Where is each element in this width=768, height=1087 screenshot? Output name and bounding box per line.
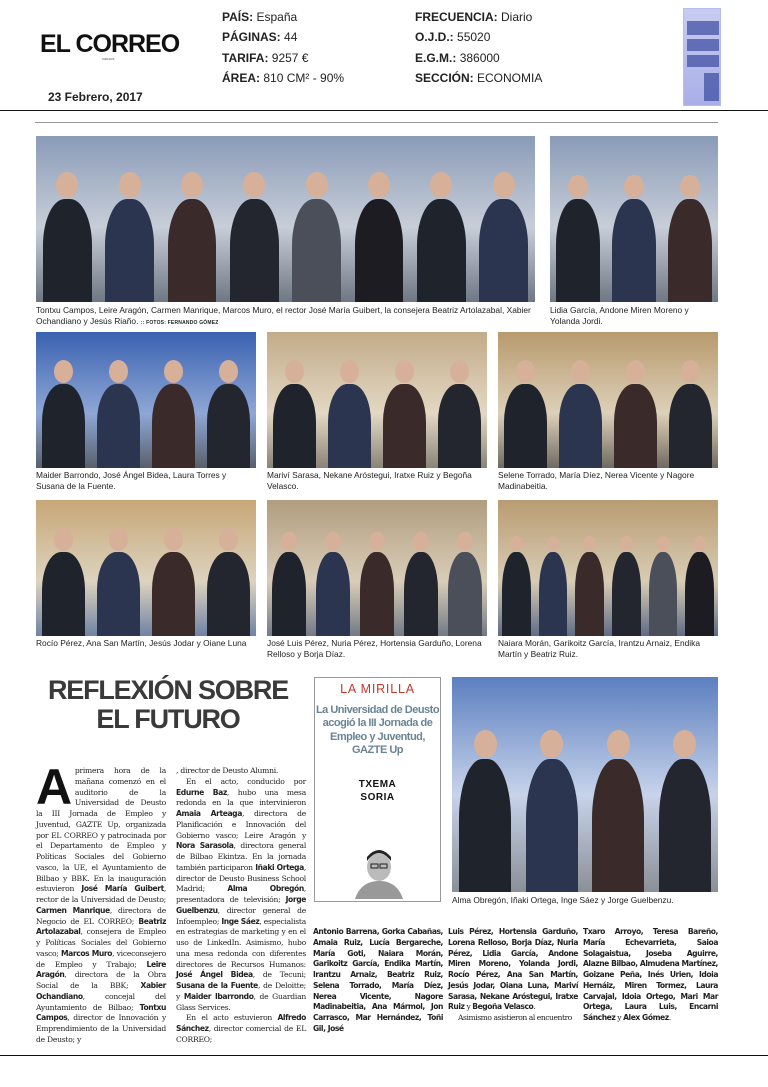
- person-head: [493, 172, 515, 198]
- person-head: [626, 360, 645, 383]
- person-head: [325, 532, 340, 551]
- person-silhouette: [438, 384, 481, 468]
- person-silhouette: [230, 199, 279, 302]
- photo-group-7: [267, 500, 487, 636]
- person-silhouette: [272, 552, 306, 636]
- article-column-5: Txaro Arroyo, Teresa Bareño, María Echevarrieta, Saioa Solagaistua, Joseba Aguirre, Alazne Bilbao, Almudena Martínez, Goizane Peña, Inés Urien, Idoia Hernáiz, Miren Tormez, Laura Carvajal, Idoia Ortego, Mari Mar Ortega, Laura Luis, Encarni Sánchez y Alex Gómez.: [583, 927, 718, 1022]
- photo-group-2: [550, 136, 718, 302]
- person-silhouette: [207, 384, 250, 468]
- person-head: [340, 360, 359, 383]
- caption-4: Mariví Sarasa, Nekane Aróstegui, Iratxe Ruiz y Begoña Velasco.: [267, 470, 472, 491]
- person-head: [281, 532, 296, 551]
- person-silhouette: [404, 552, 438, 636]
- person-head: [430, 172, 452, 198]
- meta-section: SECCIÓN: ECONOMIA: [415, 70, 543, 85]
- person-silhouette: [526, 759, 578, 892]
- person-silhouette: [479, 199, 528, 302]
- logo-subtitle: VIZCAYA: [102, 57, 115, 61]
- person-silhouette: [614, 384, 657, 468]
- meta-frequency: FRECUENCIA: Diario: [415, 10, 533, 24]
- person-silhouette: [556, 199, 600, 302]
- meta-pages: PÁGINAS: 44: [222, 30, 298, 45]
- article-headline: REFLEXIÓN SOBRE EL FUTURO: [47, 675, 289, 734]
- caption-6: Rocío Pérez, Ana San Martín, Jesús Jodar y Oiane Luna: [36, 638, 247, 648]
- person-head: [474, 730, 497, 758]
- person-silhouette: [355, 199, 404, 302]
- meta-right: [415, 7, 542, 88]
- person-head: [547, 536, 560, 551]
- person-head: [516, 360, 535, 383]
- person-silhouette: [559, 384, 602, 468]
- person-silhouette: [105, 199, 154, 302]
- meta-ojd: O.J.D.: 55020: [415, 30, 491, 45]
- person-silhouette: [459, 759, 511, 892]
- person-head: [540, 730, 563, 758]
- person-head: [680, 175, 700, 199]
- person-head: [285, 360, 304, 383]
- footer-divider: [0, 1055, 768, 1056]
- article-column-4: Luis Pérez, Hortensia Garduño, Lorena Relloso, Borja Díaz, Nuria Pérez, Lidia García, Andone Miren Moreno, Yolanda Jordi, Rocío Pérez, Ana San Martín, Jesús Jodar, Oiana Luna, Mariví Sarasa, Nekane Aróstegui, Iratxe Ruiz y Begoña Velasco. Asimismo asistieron al encuentro: [448, 927, 578, 1022]
- person-silhouette: [168, 199, 217, 302]
- header-divider: [0, 110, 768, 111]
- photo-group-main: [36, 136, 535, 302]
- person-silhouette: [612, 199, 656, 302]
- person-silhouette: [360, 552, 394, 636]
- photo-credit: :: FOTOS: FERNANDO GÓMEZ: [140, 319, 219, 326]
- caption-8: Naiara Morán, Garikoitz García, Irantzu Arnaiz, Endika Martín y Beatriz Ruiz.: [498, 638, 701, 659]
- person-head: [164, 528, 183, 551]
- person-silhouette: [43, 199, 92, 302]
- person-head: [56, 172, 78, 198]
- person-head: [54, 360, 73, 383]
- drop-cap: A: [36, 759, 72, 815]
- person-head: [510, 536, 523, 551]
- meta-egm: E.G.M.: 386000: [415, 50, 500, 65]
- person-head: [673, 730, 696, 758]
- person-head: [306, 172, 328, 198]
- person-silhouette: [42, 552, 85, 636]
- person-silhouette: [612, 552, 641, 636]
- person-head: [620, 536, 633, 551]
- person-silhouette: [328, 384, 371, 468]
- caption-5: Selene Torrado, María Díez, Nerea Vicente y Nagore Madinabeitia.: [498, 470, 695, 491]
- person-silhouette: [316, 552, 350, 636]
- la-mirilla-box: [314, 677, 441, 902]
- meta-left: [222, 7, 344, 88]
- author-portrait: [351, 843, 407, 899]
- person-head: [54, 528, 73, 551]
- person-silhouette: [504, 384, 547, 468]
- person-silhouette: [668, 199, 712, 302]
- person-silhouette: [207, 552, 250, 636]
- mirilla-author: TXEMA SORIA: [358, 779, 397, 803]
- meta-area: ÁREA: 810 CM² - 90%: [222, 70, 345, 85]
- meta-country: PAÍS: España: [222, 10, 298, 24]
- person-silhouette: [659, 759, 711, 892]
- person-head: [368, 172, 390, 198]
- person-head: [607, 730, 630, 758]
- person-head: [219, 528, 238, 551]
- person-head: [119, 172, 141, 198]
- photo-group-8: [498, 500, 718, 636]
- person-head: [571, 360, 590, 383]
- caption-7: José Luis Pérez, Nuria Pérez, Hortensia Garduño, Lorena Relloso y Borja Díaz.: [267, 638, 482, 659]
- caption-speakers: Alma Obregón, Iñaki Ortega, Inge Sáez y Jorge Guelbenzu.: [452, 895, 674, 905]
- meta-rate: TARIFA: 9257 €: [222, 50, 309, 65]
- publication-date: 23 Febrero, 2017: [48, 90, 143, 104]
- person-head: [583, 536, 596, 551]
- person-silhouette: [685, 552, 714, 636]
- person-silhouette: [649, 552, 678, 636]
- paragraph-3-start: En el acto estuvieron Alfredo Sánchez, director comercial de EL CORREO;: [176, 1013, 306, 1044]
- person-silhouette: [152, 552, 195, 636]
- person-silhouette: [42, 384, 85, 468]
- person-silhouette: [502, 552, 531, 636]
- person-head: [219, 360, 238, 383]
- caption-2: Lidia García, Andone Miren Moreno y Yolanda Jordi.: [550, 305, 689, 326]
- mirilla-section-title: LA MIRILLA: [340, 682, 415, 696]
- article-column-3: Antonio Barrena, Gorka Cabañas, Amaia Ruiz, Lucía Bergareche, María Goti, Naiara Morán, Garikoitz García, Endika Martín, Irantzu Arnaiz, Beatriz Ruiz, Selena Torrado, María Díez, Nerea Vicente, Nagore Madinabeitia, Ana Mármol, Jon Carrasco, Mar Hernández, Toñi Gil, José: [313, 927, 443, 1033]
- person-silhouette: [273, 384, 316, 468]
- person-silhouette: [292, 199, 341, 302]
- photo-group-5: [498, 332, 718, 468]
- person-head: [450, 360, 469, 383]
- article-column-1: A primera hora de la mañana comenzó en el auditorio de la Universidad de Deusto la III Jornada de Empleo y Juventud, GAZTE Up, organizada por EL CORREO y patrocinada por el Departamento de Empleo y Políticas Sociales del Gobierno vasco, la UE, el Ayuntamiento de Bilbao y BBK. En la inauguración estuvieron José María Guibert, rector de la Universidad de Deusto; Carmen Manrique, directora de Negocio de EL CORREO; Beatriz Artolazabal, consejera de Empleo y Políticas Sociales del Gobierno vasco; Marcos Muro, viceconsejero de Empleo y Trabajo; Leire Aragón, directora de la Obra Social de la BBK; Xabier Ochandiano, concejal del Ayuntamiento de Bilbao; Tontxu Campos, director de Innovación y Emprendimiento de la Universidad de Deusto; y: [36, 759, 167, 1044]
- person-head: [109, 360, 128, 383]
- caption-3: Maider Barrondo, José Ángel Bidea, Laura Torres y Susana de la Fuente.: [36, 470, 227, 491]
- mirilla-headline: La Universidad de Deusto acogió la III Jornada de Empleo y Juventud, GAZTE Up: [315, 704, 440, 756]
- person-head: [693, 536, 706, 551]
- person-head: [681, 360, 700, 383]
- person-head: [243, 172, 265, 198]
- person-head: [657, 536, 670, 551]
- article-column-2: , director de Deusto Alumni. En el acto, conducido por Edurne Baz, hubo una mesa redonda en la que intervinieron Amaia Arteaga, directora de Planificación e Innovación del Gobierno vasco; Leire Aragón y Nora Sarasola, directora general de Bilbao Ekintza. En la jornada también participaron Iñaki Ortega, director de Deusto Business School Madrid; Alma Obregón, presentadora de televisión; Jorge Guelbenzu, director general de Infoempleo; Inge Sáez, especialista en estrategias de marketing y en el uso de LinkedIn. Asimismo, hubo una mesa redonda con diferentes directores de Recursos Humanos: José Ángel Bidea, de Tecuni; Susana de la Fuente, de Deloitte; y Maider Ibarrondo, de Guardian Glass Services. En el acto estuvieron Alfredo Sánchez, director comercial de EL CORREO;: [176, 766, 307, 1044]
- person-head: [395, 360, 414, 383]
- person-silhouette: [383, 384, 426, 468]
- person-head: [164, 360, 183, 383]
- caption-main: Tontxu Campos, Leire Aragón, Carmen Manrique, Marcos Muro, el rector José María Guibert, la consejera Beatriz Artolazabal, Xabier Ochandiano y Jesús Riaño. :: FOTOS: FERNANDO GÓMEZ: [36, 305, 531, 326]
- person-silhouette: [448, 552, 482, 636]
- person-head: [369, 532, 384, 551]
- person-silhouette: [97, 384, 140, 468]
- person-silhouette: [539, 552, 568, 636]
- person-head: [181, 172, 203, 198]
- person-head: [457, 532, 472, 551]
- person-head: [413, 532, 428, 551]
- person-head: [624, 175, 644, 199]
- top-rule: [35, 122, 718, 123]
- photo-group-4: [267, 332, 487, 468]
- person-head: [568, 175, 588, 199]
- person-silhouette: [152, 384, 195, 468]
- photo-group-6: [36, 500, 256, 636]
- newspaper-logo: EL CORREO: [40, 30, 180, 58]
- person-head: [109, 528, 128, 551]
- person-silhouette: [417, 199, 466, 302]
- person-silhouette: [592, 759, 644, 892]
- person-silhouette: [669, 384, 712, 468]
- person-silhouette: [97, 552, 140, 636]
- photo-group-3: [36, 332, 256, 468]
- page-thumbnail[interactable]: [683, 8, 721, 106]
- person-silhouette: [575, 552, 604, 636]
- photo-speakers: [452, 677, 718, 892]
